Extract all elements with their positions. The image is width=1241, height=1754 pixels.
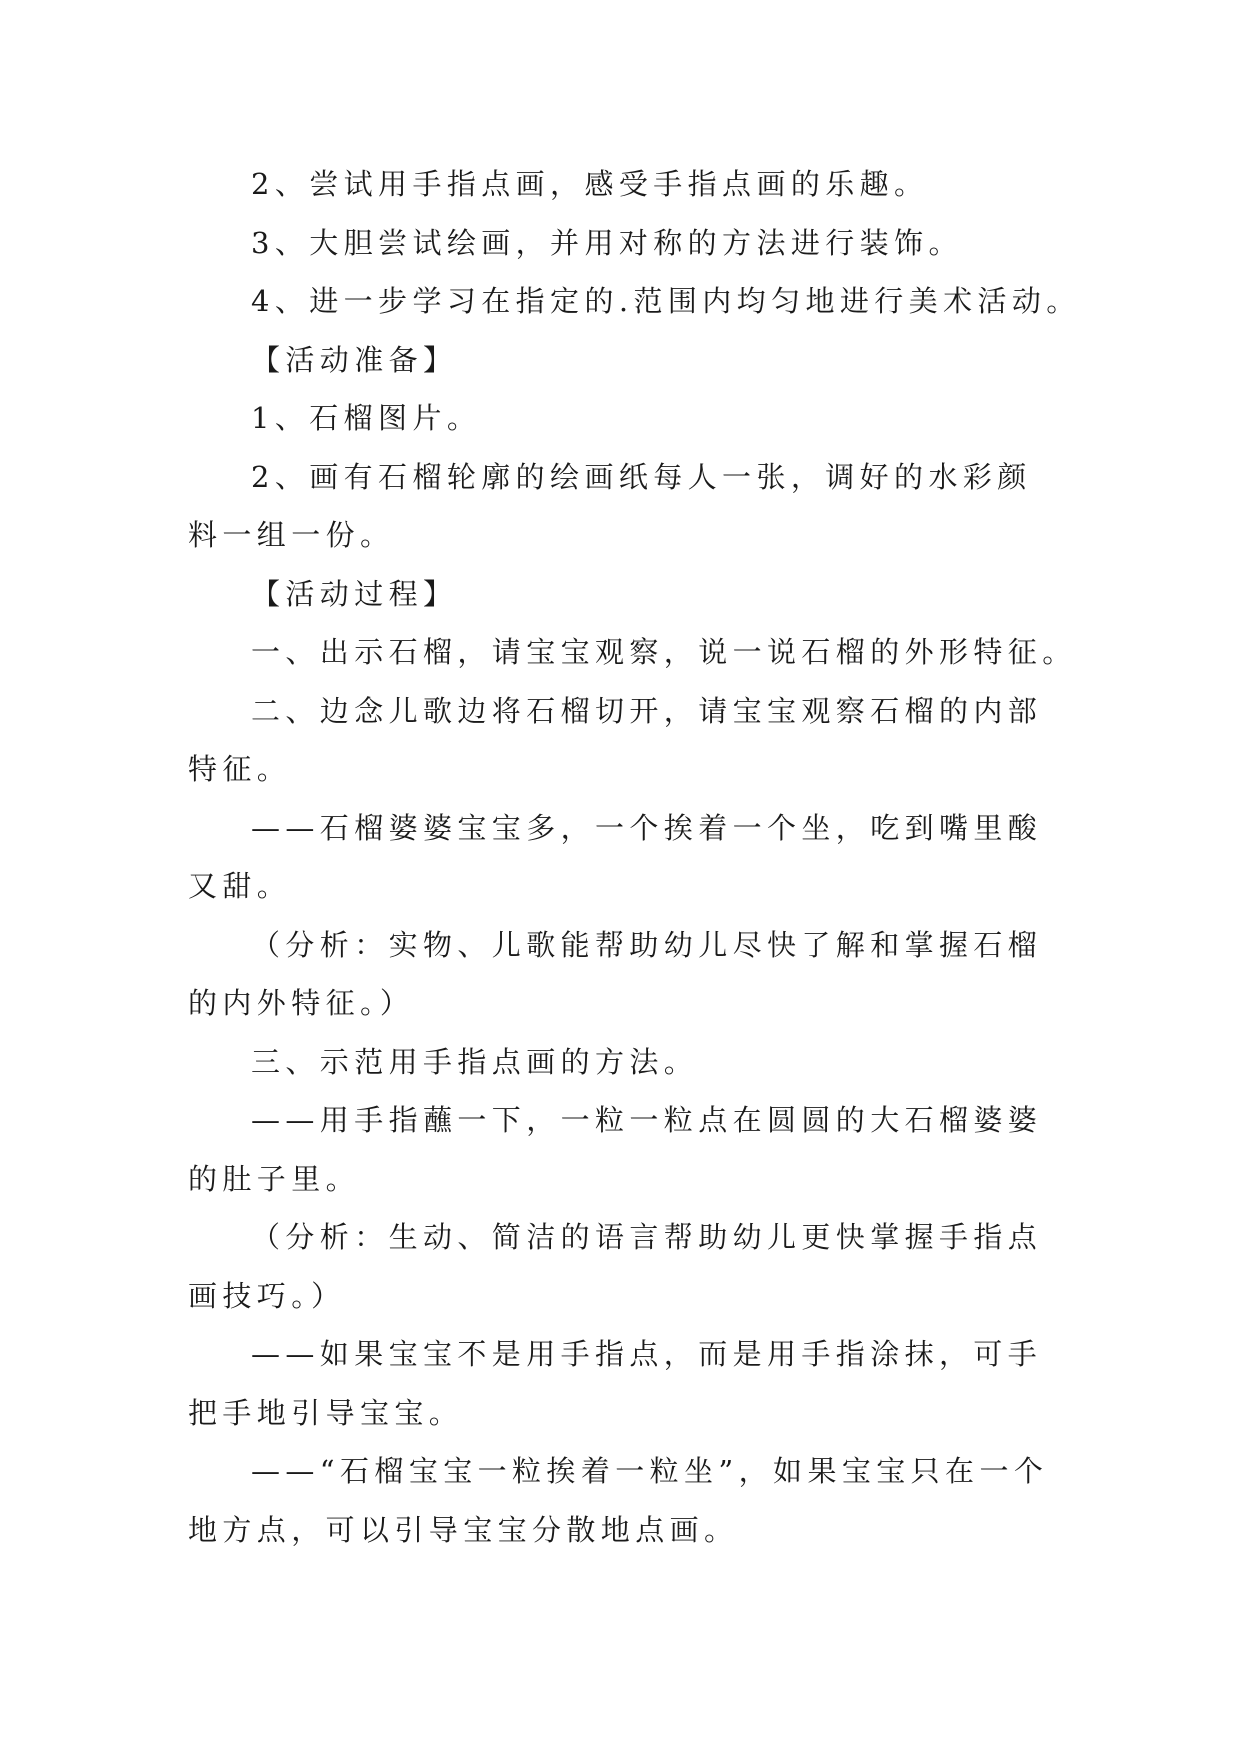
section-heading: 【活动准备】: [251, 342, 458, 377]
document-body: [188, 155, 1081, 1559]
paragraph: ——“石榴宝宝一粒挨着一粒坐”，如果宝宝只在一个地方点，可以引导宝宝分散地点画。: [188, 1454, 1049, 1547]
paragraph: 二、边念儿歌边将石榴切开，请宝宝观察石榴的内部特征。: [188, 693, 1043, 786]
paragraph: 3、大胆尝试绘画，并用对称的方法进行装饰。: [251, 225, 963, 260]
paragraph: 三、示范用手指点画的方法。: [251, 1044, 699, 1079]
paragraph: （分析：实物、儿歌能帮助幼儿尽快了解和掌握石榴的内外特征。）: [188, 927, 1043, 1020]
paragraph: ——如果宝宝不是用手指点，而是用手指涂抹，可手把手地引导宝宝。: [188, 1337, 1043, 1430]
paragraph: 2、尝试用手指点画，感受手指点画的乐趣。: [251, 167, 929, 201]
paragraph: ——石榴婆婆宝宝多，一个挨着一个坐，吃到嘴里酸又甜。: [188, 810, 1043, 903]
paragraph: ——用手指蘸一下，一粒一粒点在圆圆的大石榴婆婆的肚子里。: [188, 1103, 1043, 1196]
section-heading: 【活动过程】: [251, 576, 458, 611]
paragraph: 4、进一步学习在指定的.范围内均匀地进行美术活动。: [251, 284, 1081, 318]
paragraph: 1、石榴图片。: [251, 401, 482, 435]
paragraph: 一、出示石榴，请宝宝观察，说一说石榴的外形特征。: [251, 635, 1077, 669]
paragraph: （分析：生动、简洁的语言帮助幼儿更快掌握手指点画技巧。）: [188, 1220, 1043, 1313]
paragraph: 2、画有石榴轮廓的绘画纸每人一张，调好的水彩颜料一组一份。: [188, 459, 1032, 552]
